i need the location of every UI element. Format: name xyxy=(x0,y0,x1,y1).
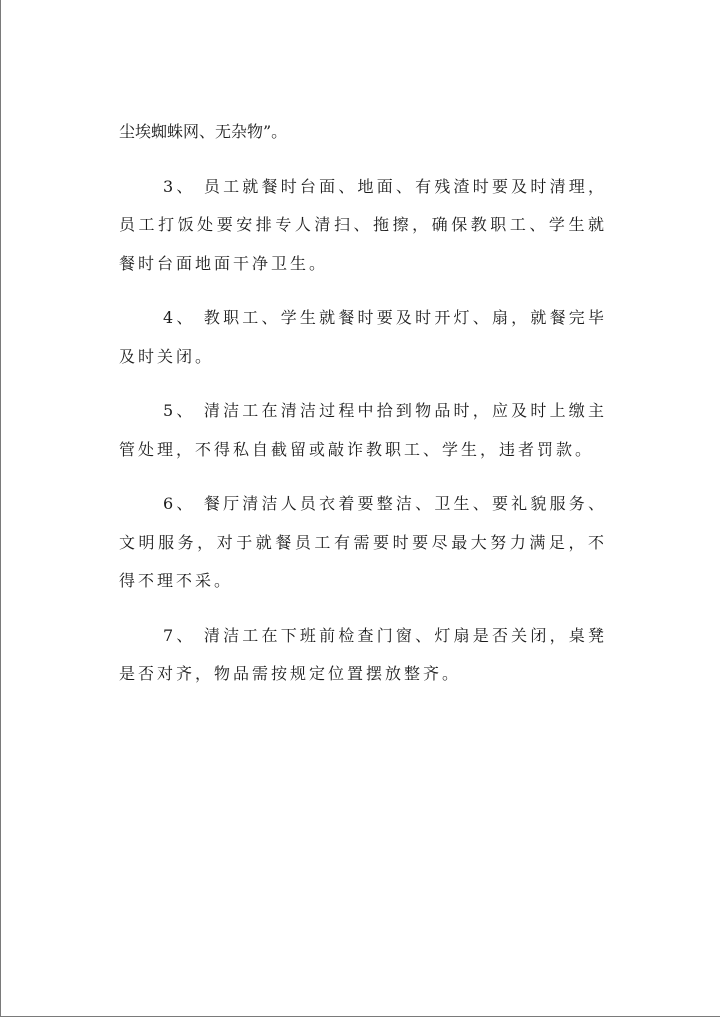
document-body xyxy=(119,113,607,710)
paragraph-continuation: 尘埃蜘蛛网、无杂物”。 xyxy=(119,122,288,141)
paragraph-item-4: 4、 教职工、学生就餐时要及时开灯、扇，就餐完毕及时关闭。 xyxy=(119,308,607,366)
paragraph-item-7: 7、 清洁工在下班前检查门窗、灯扇是否关闭，桌凳是否对齐，物品需按规定位置摆放整齐。 xyxy=(119,625,607,683)
paragraph-item-3: 3、 员工就餐时台面、地面、有残渣时要及时清理，员工打饭处要安排专人清扫、拖擦，确保教职工、学生就餐时台面地面干净卫生。 xyxy=(119,176,607,273)
paragraph-item-6: 6、 餐厅清洁人员衣着要整洁、卫生、要礼貌服务、文明服务，对于就餐员工有需要时要尽最大努力满足，不得不理不采。 xyxy=(119,494,607,590)
paragraph-item-5: 5、 清洁工在清洁过程中拾到物品时，应及时上缴主管处理，不得私自截留或敲诈教职工、学生，违者罚款。 xyxy=(119,401,607,459)
